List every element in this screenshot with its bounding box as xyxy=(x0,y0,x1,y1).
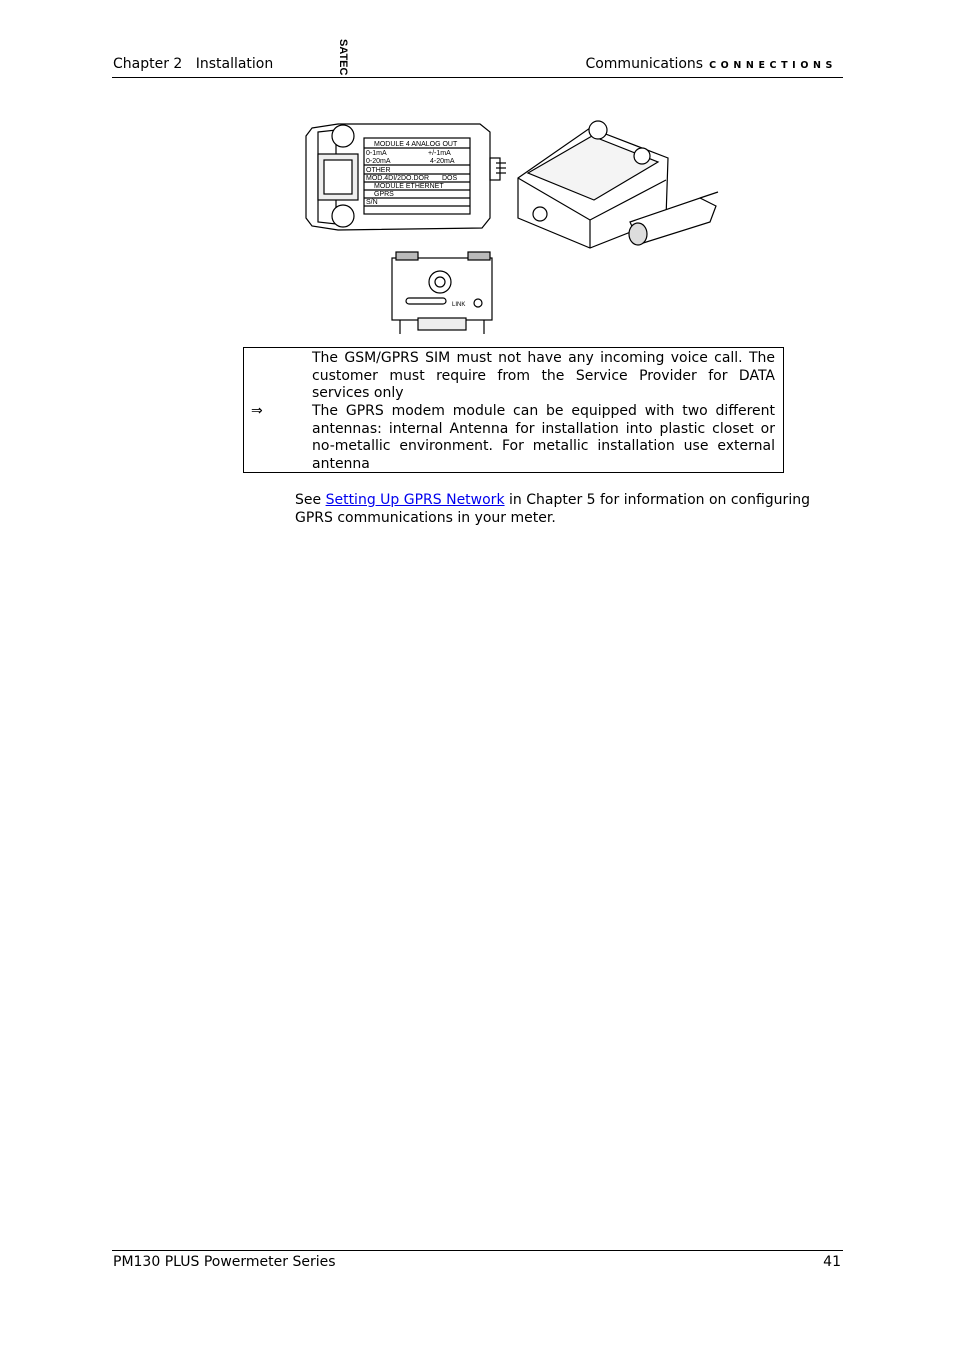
module-front-view xyxy=(392,252,492,334)
label-row-8: MODULE ETHERNET xyxy=(374,183,444,190)
link-label: LINK xyxy=(452,302,466,308)
brand-text: SATEC xyxy=(337,39,349,76)
label-row-3: 0-20mA xyxy=(366,158,391,165)
topic-label: Communications xyxy=(585,56,704,72)
page-footer xyxy=(112,1250,843,1270)
header-chapter xyxy=(113,56,273,72)
gprs-network-link[interactable]: Setting Up GPRS Network xyxy=(325,492,505,508)
label-row-5: OTHER xyxy=(366,167,391,174)
note-box xyxy=(243,347,784,473)
header-topic xyxy=(585,56,837,72)
label-row-7: DOS xyxy=(442,175,458,182)
label-row-0: MODULE 4 ANALOG OUT xyxy=(374,141,458,148)
note-paragraph-antenna: The GPRS modem module can be equipped with two different antennas: internal Antenna for installation into plastic closet or no-metallic environment. For metallic installation use external antenna xyxy=(312,403,775,472)
footer-title: PM130 PLUS Powermeter Series xyxy=(113,1254,336,1270)
chapter-label: Chapter 2 xyxy=(113,56,183,72)
page-number: 41 xyxy=(823,1254,841,1270)
arrow-icon: ⇒ xyxy=(251,403,263,419)
section-label: Installation xyxy=(195,56,274,72)
label-row-10: S/N xyxy=(366,199,378,206)
module-perspective-view xyxy=(518,121,718,248)
see-also-suffix: in Chapter 5 for information on configuring GPRS communications in your meter. xyxy=(295,492,810,526)
label-row-4: 4-20mA xyxy=(430,158,455,165)
label-row-1: 0-1mA xyxy=(366,150,387,157)
see-also-paragraph xyxy=(295,492,835,527)
page-header xyxy=(112,56,843,78)
label-row-9: GPRS xyxy=(374,191,394,198)
see-also-prefix: See xyxy=(295,492,326,508)
label-row-6: MOD.4DI/2DO.DOR xyxy=(366,175,430,182)
note-paragraph-sim: The GSM/GPRS SIM must not have any incoming voice call. The customer must require from the Service Provider for DATA services only xyxy=(312,350,775,401)
label-row-2: +/-1mA xyxy=(428,150,451,157)
topic-caps-label: CONNECTIONS xyxy=(709,60,837,71)
